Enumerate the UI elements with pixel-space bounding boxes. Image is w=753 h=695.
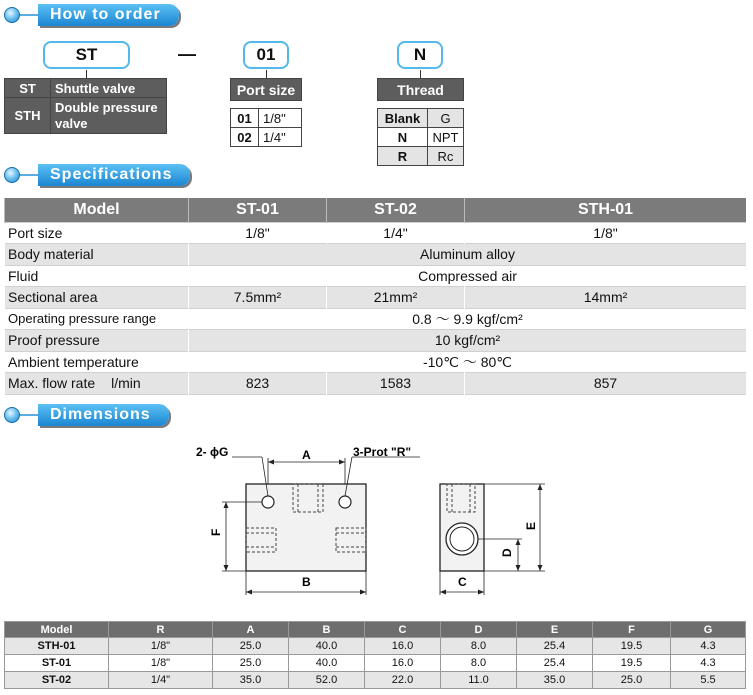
dim-cell: STH-01: [5, 638, 109, 655]
port-code-cell: 02: [231, 128, 259, 147]
table-row: [5, 638, 746, 655]
port-size-values: [230, 108, 302, 147]
mounting-hole-icon: [262, 496, 274, 508]
dim-cell: 19.5: [593, 638, 671, 655]
spec-value: 10 kgf/cm²: [189, 330, 747, 352]
banner-line: [18, 174, 40, 176]
spec-value: 1/8": [465, 222, 747, 244]
model-row: [5, 79, 167, 98]
dim-cell: 8.0: [441, 638, 517, 655]
dim-cell: 25.0: [593, 672, 671, 689]
spec-value: 823: [189, 373, 327, 395]
spec-value: 1/4": [327, 222, 465, 244]
dim-cell: 25.4: [517, 638, 593, 655]
section-title: Dimensions: [38, 404, 169, 426]
dim-label-e: E: [524, 521, 538, 530]
dim-cell: 16.0: [365, 655, 441, 672]
model-name-cell: Shuttle valve: [51, 79, 167, 98]
dim-cell: 4.3: [671, 638, 746, 655]
spec-header: ST-02: [327, 198, 465, 222]
spec-row: [5, 244, 747, 266]
port-code-cell: 01: [231, 109, 259, 128]
port-size-cell: 1/8": [259, 109, 302, 128]
port-circle-icon: [446, 523, 478, 555]
dim-header: G: [671, 622, 746, 638]
dim-label-a: A: [302, 448, 311, 462]
thread-table: [377, 78, 464, 101]
dim-header: F: [593, 622, 671, 638]
dim-label-b: B: [302, 575, 311, 589]
spec-label: Fluid: [5, 265, 189, 287]
spec-value: 7.5mm²: [189, 287, 327, 309]
spec-value: 857: [465, 373, 747, 395]
spec-header: Model: [5, 198, 189, 222]
spec-label: Operating pressure range: [5, 308, 189, 330]
hole-label: 2- ϕG: [196, 445, 229, 459]
dim-cell: 25.4: [517, 655, 593, 672]
dim-cell: 35.0: [517, 672, 593, 689]
spec-value: 14mm²: [465, 287, 747, 309]
thread-code-box: N: [397, 41, 443, 69]
dim-cell: 1/8": [109, 638, 213, 655]
spec-value: Aluminum alloy: [189, 244, 747, 266]
dim-cell: 1/4": [109, 672, 213, 689]
bullet-icon: [4, 407, 20, 423]
dim-cell: 8.0: [441, 655, 517, 672]
bullet-icon: [4, 167, 20, 183]
dim-cell: 40.0: [289, 655, 365, 672]
spec-row: [5, 265, 747, 287]
model-code-box: ST: [43, 41, 130, 69]
spec-row: [5, 351, 747, 373]
dim-header: R: [109, 622, 213, 638]
dim-header: C: [365, 622, 441, 638]
dim-cell: 52.0: [289, 672, 365, 689]
banner-line: [18, 414, 40, 416]
model-code-cell: ST: [5, 79, 51, 98]
thread-code-cell: N: [378, 128, 428, 147]
thread-type-cell: G: [428, 109, 464, 128]
how-to-order-banner: [4, 3, 179, 27]
dash: —: [178, 44, 196, 64]
table-row: [5, 672, 746, 689]
dimensions-table: [4, 621, 746, 689]
dim-header: E: [517, 622, 593, 638]
thread-values: [377, 108, 464, 166]
dimension-drawing: [0, 440, 753, 610]
thread-type-cell: Rc: [428, 147, 464, 166]
dim-header: A: [213, 622, 289, 638]
spec-header-row: [5, 198, 747, 222]
dim-cell: 16.0: [365, 638, 441, 655]
model-name-cell: Double pressure valve: [51, 98, 167, 134]
section-title: How to order: [38, 4, 179, 26]
thread-code-cell: R: [378, 147, 428, 166]
spec-label: Ambient temperature: [5, 351, 189, 373]
tick-line: [266, 70, 267, 78]
dim-cell: 25.0: [213, 655, 289, 672]
spec-value: 21mm²: [327, 287, 465, 309]
port-size-header: Port size: [231, 79, 302, 101]
spec-header: STH-01: [465, 198, 747, 222]
tick-line: [86, 70, 87, 78]
dim-label-c: C: [458, 575, 467, 589]
dim-cell: 1/8": [109, 655, 213, 672]
dim-header-row: [5, 622, 746, 638]
thread-code-cell: Blank: [378, 109, 428, 128]
dim-cell: ST-01: [5, 655, 109, 672]
dim-header: D: [441, 622, 517, 638]
bullet-icon: [4, 7, 20, 23]
spec-row: [5, 308, 747, 330]
dim-header: B: [289, 622, 365, 638]
spec-label: Port size: [5, 222, 189, 244]
dimensions-banner: [4, 403, 169, 427]
dim-label-f: F: [209, 528, 223, 536]
dim-cell: ST-02: [5, 672, 109, 689]
dim-cell: 11.0: [441, 672, 517, 689]
spec-row: [5, 287, 747, 309]
dim-cell: 40.0: [289, 638, 365, 655]
spec-header: ST-01: [189, 198, 327, 222]
spec-value: 1/8": [189, 222, 327, 244]
specifications-table: [4, 198, 746, 395]
dim-cell: 5.5: [671, 672, 746, 689]
thread-header: Thread: [378, 79, 464, 101]
dim-cell: 35.0: [213, 672, 289, 689]
table-row: [5, 655, 746, 672]
dim-cell: 4.3: [671, 655, 746, 672]
dim-label-d: D: [500, 548, 514, 557]
spec-label: Body material: [5, 244, 189, 266]
spec-row: [5, 330, 747, 352]
port-code-box: 01: [243, 41, 289, 69]
model-code-cell: STH: [5, 98, 51, 134]
dim-cell: 25.0: [213, 638, 289, 655]
spec-value: Compressed air: [189, 265, 747, 287]
banner-line: [18, 14, 40, 16]
spec-label: Sectional area: [5, 287, 189, 309]
spec-value: 0.8 ～ 9.9 kgf/cm²: [189, 308, 747, 330]
mounting-hole-icon: [339, 496, 351, 508]
section-title: Specifications: [38, 164, 190, 186]
max-flow-label: Max. flow rate: [8, 375, 96, 392]
dim-cell: 22.0: [365, 672, 441, 689]
spec-label: Proof pressure: [5, 330, 189, 352]
model-row: [5, 98, 167, 134]
spec-value: -10℃ ～ 80℃: [189, 351, 747, 373]
model-table: [4, 78, 167, 134]
dim-header: Model: [5, 622, 109, 638]
port-size-cell: 1/4": [259, 128, 302, 147]
tick-line: [420, 70, 421, 78]
port-size-table: [230, 78, 302, 101]
port-label: 3-Prot "R": [353, 445, 412, 459]
spec-value: 1583: [327, 373, 465, 395]
spec-row: [5, 373, 747, 395]
spec-row: [5, 222, 747, 244]
dim-cell: 19.5: [593, 655, 671, 672]
spec-label: [5, 373, 189, 395]
specifications-banner: [4, 163, 190, 187]
thread-type-cell: NPT: [428, 128, 464, 147]
max-flow-unit: l/min: [111, 375, 141, 392]
